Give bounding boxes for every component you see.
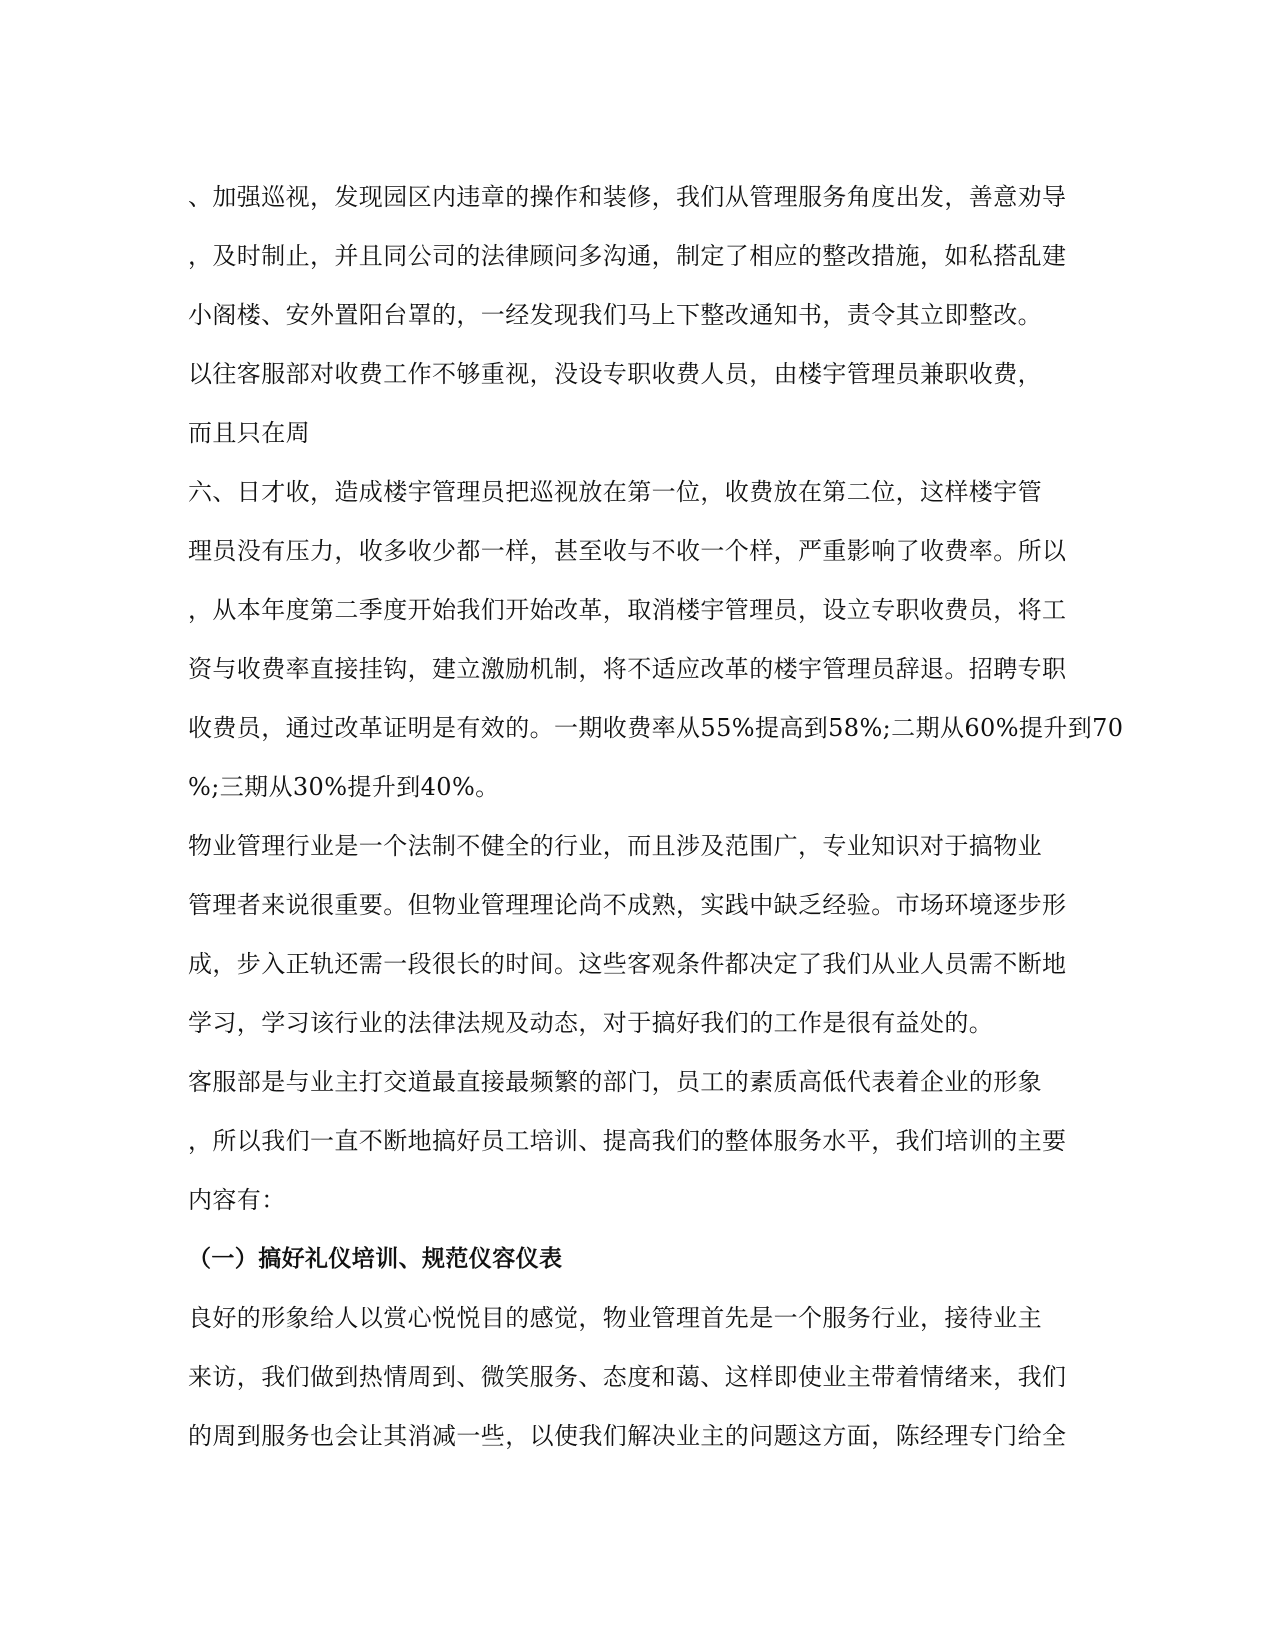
section-heading: （一）搞好礼仪培训、规范仪容仪表 bbox=[188, 1246, 563, 1272]
text-line: 客服部是与业主打交道最直接最频繁的部门，员工的素质高低代表着企业的形象 bbox=[188, 1068, 1042, 1096]
text-line: 资与收费率直接挂钩，建立激励机制，将不适应改革的楼宇管理员辞退。招聘专职 bbox=[188, 655, 1067, 683]
text-line: 六、日才收，造成楼宇管理员把巡视放在第一位，收费放在第二位，这样楼宇管 bbox=[188, 478, 1042, 506]
text-line: 、加强巡视，发现园区内违章的操作和装修，我们从管理服务角度出发，善意劝导 bbox=[188, 183, 1067, 211]
text-line: 以往客服部对收费工作不够重视，没设专职收费人员，由楼宇管理员兼职收费， bbox=[188, 360, 1042, 388]
text-line: 内容有： bbox=[188, 1186, 286, 1214]
text-line: 学习，学习该行业的法律法规及动态，对于搞好我们的工作是很有益处的。 bbox=[188, 1009, 994, 1037]
text-line: %;三期从30%提升到40%。 bbox=[188, 773, 500, 801]
text-line: ，所以我们一直不断地搞好员工培训、提高我们的整体服务水平，我们培训的主要 bbox=[188, 1127, 1067, 1155]
text-line: 物业管理行业是一个法制不健全的行业，而且涉及范围广，专业知识对于搞物业 bbox=[188, 832, 1042, 860]
text-line: ，及时制止，并且同公司的法律顾问多沟通，制定了相应的整改措施，如私搭乱建 bbox=[188, 242, 1067, 270]
document-body bbox=[188, 168, 1124, 1466]
text-line: 管理者来说很重要。但物业管理理论尚不成熟，实践中缺乏经验。市场环境逐步形 bbox=[188, 891, 1067, 919]
text-line: 收费员，通过改革证明是有效的。一期收费率从55%提高到58%;二期从60%提升到70 bbox=[188, 714, 1124, 742]
text-line: ，从本年度第二季度开始我们开始改革，取消楼宇管理员，设立专职收费员，将工 bbox=[188, 596, 1067, 624]
text-line: 理员没有压力，收多收少都一样，甚至收与不收一个样，严重影响了收费率。所以 bbox=[188, 537, 1067, 565]
text-line: 成，步入正轨还需一段很长的时间。这些客观条件都决定了我们从业人员需不断地 bbox=[188, 950, 1067, 978]
text-line: 的周到服务也会让其消减一些，以使我们解决业主的问题这方面，陈经理专门给全 bbox=[188, 1422, 1067, 1450]
text-line: 小阁楼、安外置阳台罩的，一经发现我们马上下整改通知书，责令其立即整改。 bbox=[188, 301, 1042, 329]
text-line: 良好的形象给人以赏心悦悦目的感觉，物业管理首先是一个服务行业，接待业主 bbox=[188, 1304, 1042, 1332]
text-line: 来访，我们做到热情周到、微笑服务、态度和蔼、这样即使业主带着情绪来，我们 bbox=[188, 1363, 1067, 1391]
text-line: 而且只在周 bbox=[188, 419, 310, 447]
